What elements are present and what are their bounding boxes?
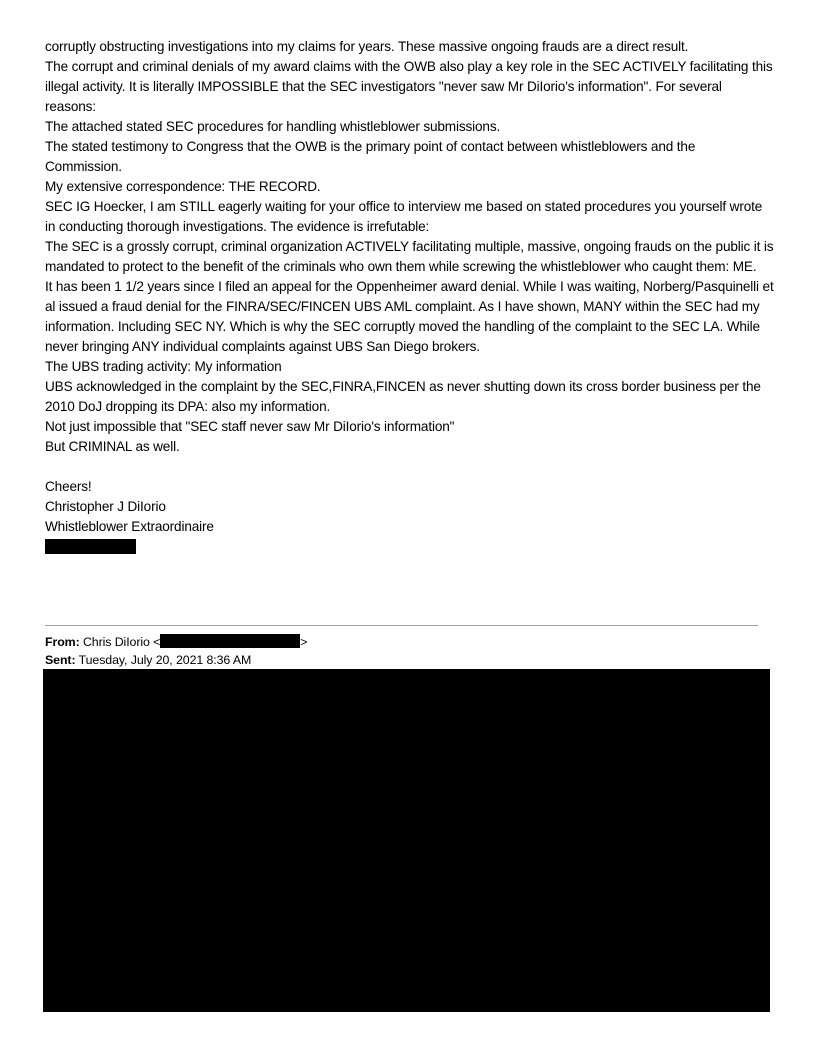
forwarded-divider — [45, 625, 758, 626]
body-paragraph-2: The corrupt and criminal denials of my award claims with the OWB also play a key role in the SEC ACTIVELY facilitating this illegal activity. It is literally IMPOSSIBLE that the SEC investigators "never saw Mr DiIorio's information". For several reasons: — [45, 59, 773, 114]
body-paragraph-4: The stated testimony to Congress that the OWB is the primary point of contact between whistleblowers and the Commission. — [45, 139, 696, 174]
email-redaction — [160, 634, 300, 648]
sent-label: Sent: — [45, 653, 76, 667]
forwarded-header — [45, 633, 307, 669]
body-paragraph-6: SEC IG Hoecker, I am STILL eagerly waiting for your office to interview me based on stated procedures you yourself wrote in conducting thorough investigations. The evidence is irrefutable: — [45, 199, 763, 234]
body-paragraph-5: My extensive correspondence: THE RECORD. — [45, 179, 321, 194]
signature-closing: Cheers! — [45, 479, 92, 494]
from-name: Chris DiIorio < — [82, 635, 161, 649]
body-paragraph-1: corruptly obstructing investigations into my claims for years. These massive ongoing frauds are a direct result. — [45, 39, 689, 54]
paragraph-gap — [45, 457, 775, 477]
sent-value: Tuesday, July 20, 2021 8:36 AM — [78, 653, 252, 667]
body-paragraph-3: The attached stated SEC procedures for handling whistleblower submissions. — [45, 119, 501, 134]
sent-line — [45, 651, 307, 669]
body-paragraph-9: The UBS trading activity: My information — [45, 359, 282, 374]
body-paragraph-7: The SEC is a grossly corrupt, criminal organization ACTIVELY facilitating multiple, massive, ongoing frauds on the public it is mandated to protect to the benefit of the criminals who own them while screwing the whistleblower who caught them: ME. — [45, 239, 774, 274]
signature-redaction — [45, 539, 136, 554]
signature-name: Christopher J DiIorio — [45, 499, 166, 514]
body-paragraph-12: But CRIMINAL as well. — [45, 439, 180, 454]
from-line — [45, 633, 307, 651]
body-paragraph-11: Not just impossible that "SEC staff never saw Mr DiIorio's information" — [45, 419, 455, 434]
from-close: > — [300, 635, 308, 649]
signature-title: Whistleblower Extraordinaire — [45, 519, 214, 534]
body-paragraph-10: UBS acknowledged in the complaint by the SEC,FINRA,FINCEN as never shutting down its cross border business per the 2010 DoJ dropping its DPA: also my information. — [45, 379, 761, 414]
body-paragraph-8: It has been 1 1/2 years since I filed an appeal for the Oppenheimer award denial. While I was waiting, Norberg/Pasquinelli et al issued a fraud denial for the FINRA/SEC/FINCEN UBS AML complaint. As I have shown, MANY within the SEC had my information. Including SEC NY. Which is why the SEC corruptly moved the handling of the complaint to the SEC LA. While never bringing ANY individual complaints against UBS San Diego brokers. — [45, 279, 774, 354]
email-body — [45, 37, 775, 560]
from-label: From: — [45, 635, 80, 649]
redacted-block — [43, 669, 770, 1012]
